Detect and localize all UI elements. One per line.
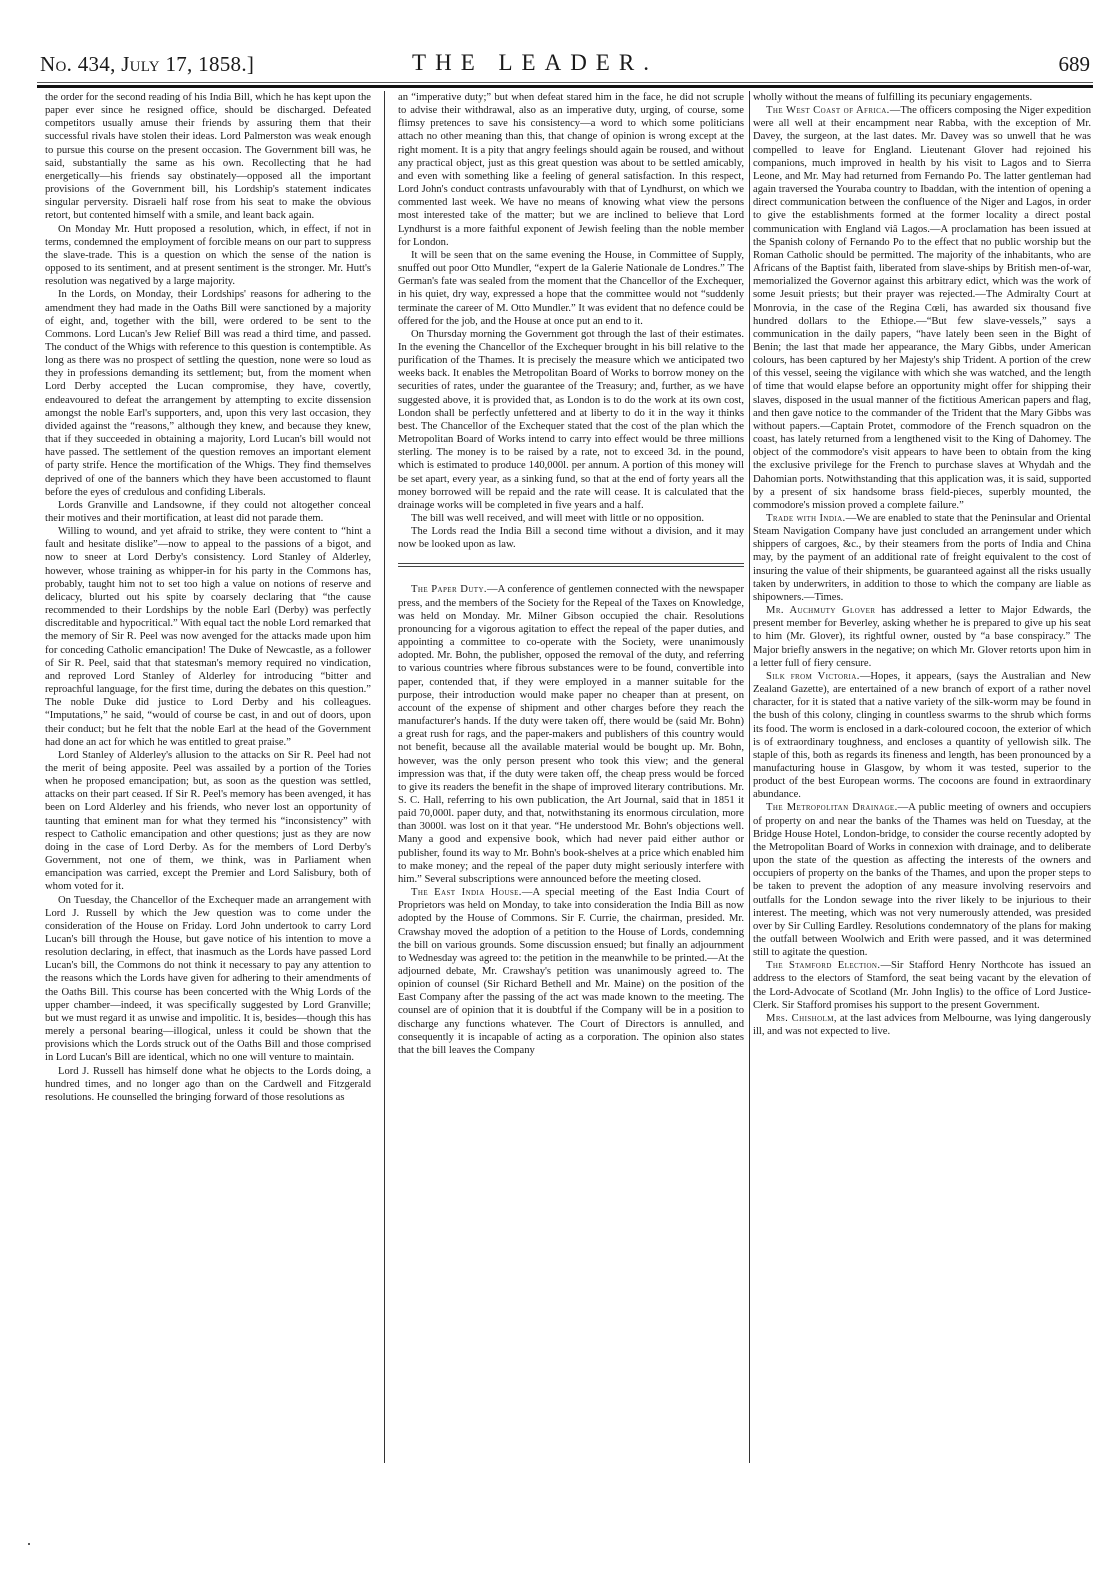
page-number: 689 <box>1058 52 1090 76</box>
news-heading: Silk from Victoria. <box>766 670 860 682</box>
news-item-metropolitan-drainage <box>753 801 1091 959</box>
news-heading: Mr. Auchmuty Glover <box>766 605 876 617</box>
news-body: has addressed a letter to Major Edwards, the present member for Beverley, asking whether he is prepared to give up his seat to him (Mr. Glover), its rightful owner, ousted by “a base conspiracy.” The Major briefly answers in the negative; on which Mr. Glover retorts upon him in a letter full of fiery censure. <box>753 605 1091 669</box>
news-body: at the last advices from Melbourne, was lying dangerously ill, and was not expected to live. <box>753 1012 1092 1038</box>
header-rule-thin <box>37 82 1093 83</box>
news-body: —A public meeting of owners and occupiers of property on and near the banks of the Thames was held on Tuesday, at the Bridge House Hotel, London-bridge, to consider the course recently adopted by the Metropolitan Board of Works in connexion with drainage, and to deliberate upon the state of the question as affecting the interests of the owners and occupiers of property on the banks of the Thames, and upon the proper steps to be taken to prevent the adoption of any measure involving reservoirs and outfalls for the London sewage into the river likely to be injurious to their interest. The meeting, which was not very numerously attended, was presided over by Sir Culling Eardley. Resolutions condemnatory of the plans for making the outfall between Woolwich and Erith were passed, and it was determined still to agitate the question. <box>753 802 1092 959</box>
paragraph: On Monday Mr. Hutt proposed a resolution, which, in effect, if not in terms, condemned the employment of forcible means on our part to suppress the slave-trade. This is a question on which the sense of the nation is opposed to its sentiment, and at present sentiment is the stronger. Mr. Hutt's resolution was negatived by a large majority. <box>45 223 371 288</box>
news-item-paper-duty <box>398 583 744 886</box>
news-heading: The Metropolitan Drainage. <box>766 802 898 814</box>
news-item-west-coast-africa <box>753 104 1091 512</box>
news-item-stamford-election <box>753 959 1091 1012</box>
news-body: —Hopes, it appears, (says the Australian and New Zealand Gazette), are entertained of a new branch of export of a rather novel character, for it is stated that a native variety of the silk-worm may be found in the bush of this colony, clinging in countless swarms to the shrub which forms its food. The worm is enclosed in a dark-coloured cocoon, the exterior of which is of extraordinary toughness, and encloses a quantity of yellowish silk. The staple of this, both as regards its fineness and length, has been pronounced by a manufacturing house in Glasgow, by whom it was tested, superior to the product of the best European worms. The cocoons are found in extraordinary abundance. <box>753 670 1091 801</box>
news-heading: The East India House. <box>411 887 522 899</box>
paragraph: Lord Stanley of Alderley's allusion to the attacks on Sir R. Peel had not the merit of being apposite. Peel was assailed by a portion of the Tories when he proposed emancipation; but, as soon as the question was settled, attacks on their part ceased. If Sir R. Peel's memory has been avenged, it has been on Lord Alderley and his friends, who never lost an opportunity of taunting that eminent man for what they termed his “inconsistency” with respect to Catholic emancipation and other questions; just as they are now doing in the case of Lord Derby. As for the members of Lord Derby's Government, not one of them, we think, was in Parliament when emancipation was carried, except the Premier and Lord Salisbury, both of whom voted for it. <box>45 749 371 893</box>
paragraph: the order for the second reading of his India Bill, which he has kept upon the paper ever since he resigned office, should be discharged. Defeated competitors usually amuse their friends by assuring them that their successful rivals have stolen their ideas. Lord Palmerston was weak enough to pursue this course on the present occasion. The Government bill was, he said, substantially the same as his own. Recollecting that he had energetically—his friends say obstinately—opposed all the important provisions of the Government bill, his Lordship's statement indicates singular perversity. Disraeli half rose from his seat to make the obvious retort, but contented himself with a smile, and leant back again. <box>45 92 371 222</box>
news-heading: The Paper Duty. <box>411 584 487 596</box>
paragraph: The bill was well received, and will meet with little or no opposition. <box>411 513 705 524</box>
paragraph: Lords Granville and Landsowne, if they could not altogether conceal their motives and their mortification, at least did not parade them. <box>45 499 371 524</box>
column-divider-1 <box>384 91 385 1463</box>
news-heading: The Stamford Election. <box>766 960 881 972</box>
news-item-east-india-house <box>398 886 744 1057</box>
news-item-auchmuty-glover <box>753 604 1091 670</box>
column-divider-2 <box>749 91 750 1463</box>
paragraph: On Thursday morning the Government got through the last of their estimates. In the evening the Chancellor of the Exchequer brought in his bill relative to the purification of the Thames. It is precisely the measure which we anticipated two weeks back. It enables the Metropolitan Board of Works to borrow money on the securities of rates, under the guarantee of the Treasury; and, further, as we have suggested above, it is provided that, as London is to do the work at its own cost, London shall be perfectly unfettered and at liberty to do it in the way it thinks best. The Chancellor of the Exchequer stated that the cost of the plan which the Metropolitan Board of Works intend to carry into effect would be three millions sterling. The money is to be raised by a rate, not to exceed 3d. in the pound, which is estimated to produce 140,000l. per annum. A portion of this money will be set apart, every year, as a sinking fund, so that at the end of forty years all the money borrowed will be repaid and the rate will cease. It is calculated that the drainage works will be completed in five years and a half. <box>398 328 744 511</box>
paragraph: Lord J. Russell has himself done what he objects to the Lords doing, a hundred times, and no longer ago than on the Cardwell and Fitzgerald resolutions. He counselled the bringing forward of those resolutions as <box>45 1065 371 1103</box>
section-divider <box>398 563 744 567</box>
news-heading: The West Coast of Africa. <box>766 105 890 117</box>
news-body: —A conference of gentlemen connected with the newspaper press, and the members of the Society for the Repeal of the Taxes on Knowledge, was held on Monday. Mr. Milner Gibson occupied the chair. Resolutions pronouncing for a vigorous agitation to effect the repeal of the paper duties, and appointing a committee to co-operate with the Society, were unanimously adopted. Mr. Bohn, the publisher, opposed the removal of the duty, and referring to various countries where fibrous substances were to be found, convertible into paper, contended that, if they were employed in a manner suitable for the purpose, their introduction would make paper no cheaper than at present, on account of the expense of shipment and other charges before they reach the manufacturer's hands. If the duty were taken off, there would be (said Mr. Bohn) a great rush for rags, and the paper-makers and publishers of this country would not benefit, because all the available material would be bought up. Mr. Bohn, however, was the only person present who took this view; and the general impression was that, if the duty were taken off, the cheap press would be forced to give its readers the benefit in the shape of improved literary contributions. Mr. S. C. Hall, referring to his own publication, the Art Journal, said that in 1851 it paid 70,000l. paper duty, and that, notwithstaning its enormous circulation, more than 3000l. was lost on it that year. “He understood Mr. Bohn's objections well. Many a good and expensive book, which had never paid either author or publisher, found its way to Mr. Bohn's book-shelves at a price which enabled him to make money; and the repeal of the paper duty might seriously interfere with him.” Several subscriptions were announced before the meeting closed. <box>398 584 744 885</box>
news-body: —Sir Stafford Henry Northcote has issued an address to the electors of Stamford, the seat being vacant by the elevation of the Lord-Advocate of Scotland (Mr. John Inglis) to the office of Lord Justice-Clerk. Sir Stafford promises his support to the present Government. <box>753 960 1091 1011</box>
paragraph: On Tuesday, the Chancellor of the Exchequer made an arrangement with Lord J. Russell by which the Jew question was to come under the consideration of the House on Friday. Lord John undertook to carry Lord Lucan's bill through the House, but gave notice of his intention to move a resolution declaring, in effect, that inasmuch as the Lords have passed Lord Lucan's bill, the Commons do not think it necessary to pay any attention to the reasons which the Lords have given for adhering to their amendments of the Oaths Bill. This course has been concerted with the Whig Lords of the upper chamber—indeed, it was specifically suggested by Lord Granville; but we must regard it as unwise and impolitic. It is, besides—though this has merely a personal bearing—illogical, unless it could be shown that the provisions which the Lords struck out of the Oaths Bill and those comprised in Lord Lucan's Bill are identical, which no one will venture to maintain. <box>45 894 371 1064</box>
news-heading: Mrs. Chisholm, <box>766 1012 837 1024</box>
column-middle <box>398 91 744 1057</box>
print-speck <box>28 1543 30 1545</box>
news-item-mrs-chisholm <box>753 1012 1091 1038</box>
masthead <box>40 48 1090 78</box>
newspaper-title: THE LEADER. <box>412 50 658 75</box>
column-right <box>753 91 1091 1038</box>
news-body: —A special meeting of the East India Court of Proprietors was held on Monday, to take into consideration the India Bill as now adopted by the House of Commons. Sir F. Currie, the chairman, presided. Mr. Crawshay moved the adoption of a petition to the House of Lords, condemning the bill on various grounds. Some discussion ensued; but finally an adjournment to Wednesday was agreed to: the petition in the meanwhile to be printed.—At the adjourned debate, Mr. Crawshay's petition was unanimously agreed to. The opinion of counsel (Sir Richard Bethell and Mr. Maine) on the position of the East Company after the passing of the act was made known to the meeting. The counsel are of opinion that it is doubtful if the Company will be in a position to discharge any functions whatever. The Court of Directors is annulled, and consequently it is incapable of acting as a corporation. The opinion also states that the bill leaves the Company <box>398 887 744 1056</box>
paragraph: The Lords read the India Bill a second time without a division, and it may now be looked upon as law. <box>398 526 744 551</box>
news-heading: Trade with India. <box>766 513 846 524</box>
news-item-trade-india <box>753 512 1091 604</box>
paragraph: wholly without the means of fulfilling its pecuniary engagements. <box>753 92 1033 103</box>
paragraph: It will be seen that on the same evening the House, in Committee of Supply, snuffed out poor Otto Mundler, “expert de la Galerie Nationale de Londres.” The German's fate was sealed from the moment that the Chancellor of the Exchequer, in his quiet, dry way, expressed a hope that the committee would not “suddenly terminate the career of M. Otto Mundler.” It was evident that no defence could be offered for the job, and the House at once put an end to it. <box>398 249 744 327</box>
paragraph: an “imperative duty;” but when defeat stared him in the face, he did not scruple to advise their withdrawal, also as an imperative duty, urging, of course, some flimsy pretences to save his consistency—a word to which some politicians attach no other meaning than this, that change of opinion is wrong except at the right moment. It is a pity that angry feelings should again be roused, and without any practical object, just as this great question was about to be settled amicably, and even with something like a feeling of general satisfaction. In this respect, Lord John's conduct contrasts unfavourably with that of Lyndhurst, on which we commented last week. We have no means of knowing what view the persons most interested take of the matter; but we are inclined to believe that Lord Lyndhurst is a more faithful exponent of Jewish feeling than the noble member for London. <box>398 92 744 248</box>
column-left <box>45 91 371 1104</box>
paragraph: Willing to wound, and yet afraid to strike, they were content to “hint a fault and hesitate dislike”—now to appeal to the passions of a bigot, and now to sneer at Lord Derby's consistency. Lord Stanley of Alderley, however, whose training as whipper-in for his party in the Commons has, probably, taught him not to set too high a value on notions of reserve and delicacy, blurted out his spite by coarsely declaring that “the cause recommended to their Lordships by the noble Earl (Derby) was perfectly discreditable and hypocritical.” With equal tact the noble Lord remarked that the memory of Sir R. Peel was now avenged for the attacks made upon him for conceding Catholic emancipation! The Duke of Newcastle, as a follower of Sir R. Peel, said that that statesman's memory required no vindication, and reproved Lord Stanley of Alderley for introducing “bitter and reproachful language, for the first time, during the debates on this question.” The noble Duke did justice to Lord Derby and his colleagues. “Imputations,” he said, “would of course be cast, in and out of doors, upon their conduct; but he felt that the noble Earl at the head of the Government had done an act for which he was entitled to great praise.” <box>45 526 371 748</box>
news-item-silk-victoria <box>753 670 1091 802</box>
header-rule-thick <box>37 85 1093 88</box>
paragraph: In the Lords, on Monday, their Lordships' reasons for adhering to the amendment they had made in the Oaths Bill were sanctioned by a majority of eight, and, together with the bill, were ordered to be sent to the Commons. Lord Lucan's Jew Relief Bill was read a third time, and passed. The conduct of the Whigs with reference to this question is contemptible. As long as there was no prospect of settling the question, none were so loud as they in professions demanding its settlement; but, from the moment when Lord Derby accepted the Lucan compromise, they have, covertly, endeavoured to defeat the arrangement by attempting to excite dissension amongst the noble Earl's supporters, and, upon this very last occasion, they divided against the “reasons,” although they knew, and because they knew, that if they succeeded in obtaining a majority, Lord Lucan's bill would not have passed. The settlement of the question removes an important element of party strife. Hence the mortification of the Whigs. They find themselves deprived of one of the banners which they have been accustomed to flaunt before the eyes of credulous and confiding Liberals. <box>45 289 371 498</box>
issue-date: No. 434, July 17, 1858.] <box>40 52 255 76</box>
news-body: —The officers composing the Niger expedition were all well at their encampment near Rabba, with the exception of Mr. Davey, the surgeon, at the last dates. Mr. Davey was so unwell that he was compelled to leave for England. Lieutenant Glover had rejoined his companions, much improved in health by his visit to Lagos and to Sierra Leone, and Mr. May had returned from Fernando Po. The latter gentleman had again traversed the Yourabа country to Ibaddan, with the intention of opening a direct communication between the confluence of the Niger and Lagos, in order to give the establishments formed at the former locality a direct postal communication with England viâ Lagos.—A proclamation has been issued at the Spanish colony of Fernando Po to the effect that no public worship but the Roman Catholic should be permitted. The majority of the inhabitants, who are Africans of the Baptist faith, liberated from slave-ships by British men-of-war, memorialized the Governor against this arbitrary edict, which was the work of some Jesuit priests; but their prayer was rejected.—The Admiralty Court at Monrovia, in the case of the Regina Cœli, has awarded six thousand five hundred dollars to the Ethiope.—“But few slave-vessels,” says a communication in the daily papers, “have lately been seen in the Bight of Benin; the last that made her appearance, the Mary Gibbs, under American colours, has been captured by her Majesty's ship Trident. A portion of the crew of this vessel, seeing the vigilance with which she was watched, and the length of time that would elapse before an opportunity might offer for shipping their slaves, disposed in the usual manner of the fictitious American papers and flag, and then gave notice to the commander of the Trident that the Mary Gibbs was without papers.—Captain Protet, commodore of the French squadron on the coast, has lately returned from a lengthened visit to the King of Dahomey. The object of the commodore's visit appears to have been to obtain from the king the exclusive privilege for the French to purchase slaves at Whydah and the Dahomian ports. Notwithstanding that this application was, it is said, supported by a present of six handsome brass field-pieces, superbly mounted, the commodore's mission proved a complete failure.” <box>753 105 1091 511</box>
news-body: —We are enabled to state that the Peninsular and Oriental Steam Navigation Company have just concluded an arrangement under which shippers of cargoes, &c., by their steamers from the ports of India and China may, by the payment of an additional rate of freight equivalent to the cost of insuring the value of their shipments, be guaranteed against all the risks usually taken by underwriters, in addition to those to which the company are liable as shipowners.—Times. <box>753 513 1091 603</box>
